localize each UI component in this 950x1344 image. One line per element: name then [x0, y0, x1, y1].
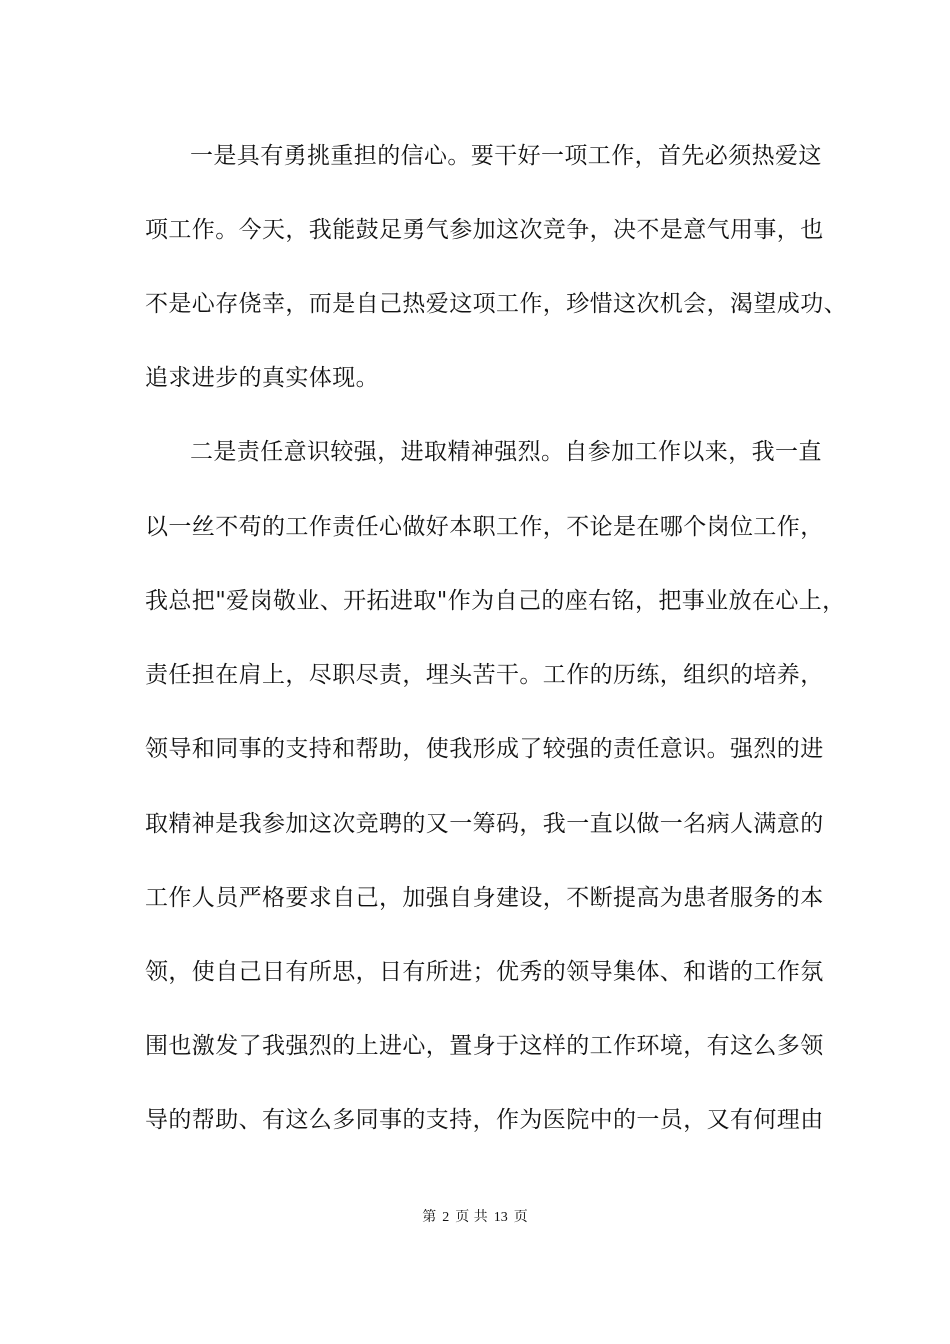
footer-suffix: 页 — [513, 1209, 528, 1225]
text-line: 追求进步的真实体现。 — [145, 365, 379, 391]
text-line: 一是具有勇挑重担的信心。要干好一项工作，首先必须热爱这 — [190, 143, 822, 169]
text-line: 导的帮助、有这么多同事的支持，作为医院中的一员，又有何理由 — [145, 1107, 824, 1133]
text-line: 责任担在肩上，尽职尽责，埋头苦干。工作的历练，组织的培养， — [145, 662, 824, 688]
text-line: 二是责任意识较强，进取精神强烈。自参加工作以来，我一直 — [190, 439, 822, 465]
text-line: 围也激发了我强烈的上进心，置身于这样的工作环境，有这么多领 — [145, 1033, 824, 1059]
text-line: 取精神是我参加这次竞聘的又一筹码，我一直以做一名病人满意的 — [145, 811, 824, 837]
current-page-number: 2 — [442, 1210, 450, 1225]
text-line: 项工作。今天，我能鼓足勇气参加这次竞争，决不是意气用事，也 — [145, 217, 824, 243]
footer-prefix: 第 — [422, 1209, 437, 1225]
footer-middle: 页 共 — [455, 1209, 488, 1225]
text-line: 领导和同事的支持和帮助，使我形成了较强的责任意识。强烈的进 — [145, 736, 824, 762]
page-footer — [0, 1208, 950, 1227]
text-line: 领，使自己日有所思，日有所进；优秀的领导集体、和谐的工作氛 — [145, 959, 824, 985]
text-line: 不是心存侥幸，而是自己热爱这项工作，珍惜这次机会，渴望成功、 — [145, 291, 847, 317]
text-line: 我总把"爱岗敬业、开拓进取"作为自己的座右铭，把事业放在心上， — [145, 588, 846, 614]
text-line: 以一丝不苟的工作责任心做好本职工作，不论是在哪个岗位工作， — [145, 514, 824, 540]
text-line: 工作人员严格要求自己，加强自身建设，不断提高为患者服务的本 — [145, 885, 824, 911]
total-pages-number: 13 — [493, 1210, 508, 1225]
